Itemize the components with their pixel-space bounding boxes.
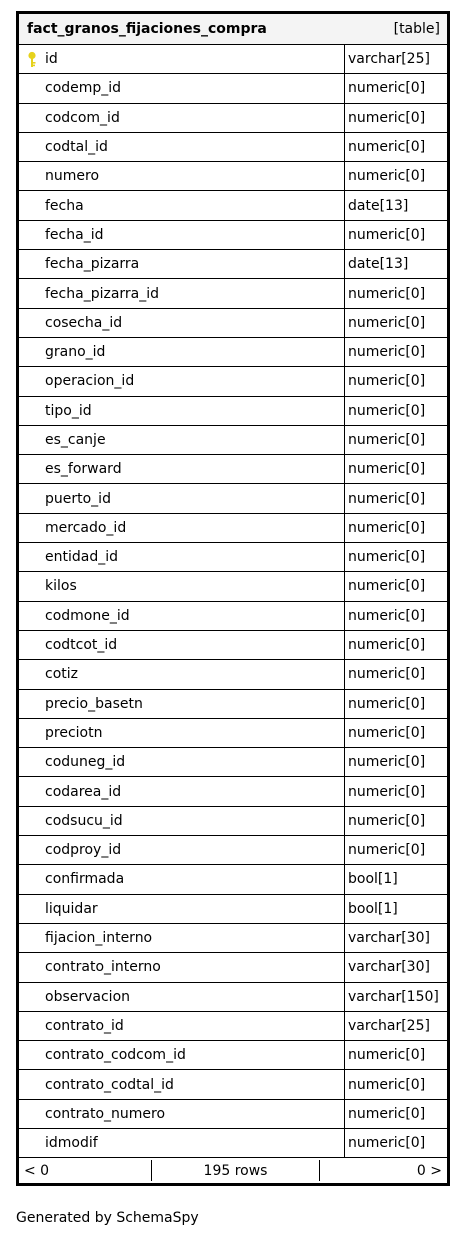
table-row[interactable] [19,953,447,982]
column-type: numeric[0] [348,490,426,507]
generated-by-label: Generated by SchemaSpy [16,1210,199,1226]
column-name-cell [19,748,345,776]
column-type: date[13] [348,197,409,214]
column-type: numeric[0] [348,168,426,185]
column-name: tipo_id [45,402,92,419]
column-name-cell [19,719,345,747]
column-name: entidad_id [45,549,118,566]
column-name: codtcot_id [45,637,118,654]
column-type: numeric[0] [348,724,426,741]
column-name: contrato_codcom_id [45,1047,186,1064]
column-type: numeric[0] [348,812,426,829]
column-name-cell [19,1100,345,1128]
column-name-cell [19,162,345,190]
column-type: varchar[30] [348,959,430,976]
column-name: contrato_codtal_id [45,1076,174,1093]
table-row[interactable] [19,250,447,279]
column-name: es_canje [45,432,106,448]
column-type: varchar[150] [348,988,439,1005]
table-kind: [table] [393,21,440,37]
column-type: numeric[0] [348,783,426,800]
column-name-cell [19,367,345,395]
column-name: precio_basetn [45,695,143,712]
column-name: fecha_pizarra [45,256,140,273]
column-name: id [45,51,58,68]
column-type: numeric[0] [348,666,426,683]
table-row[interactable] [19,74,447,103]
table-row[interactable] [19,279,447,308]
column-name: codsucu_id [45,812,123,829]
column-name-cell [19,836,345,864]
table-row[interactable] [19,660,447,689]
column-type: numeric[0] [348,519,426,536]
column-type: numeric[0] [348,461,426,478]
table-row[interactable] [19,397,447,426]
column-type: numeric[0] [348,402,426,419]
column-type: varchar[30] [348,930,430,947]
column-name-cell [19,455,345,483]
table-row[interactable] [19,572,447,601]
row-count: 195 rows [151,1160,320,1181]
table-row[interactable] [19,719,447,748]
table-row[interactable] [19,1012,447,1041]
column-type: numeric[0] [348,578,426,595]
column-name-cell [19,426,345,454]
column-name-cell [19,74,345,102]
entity-table [16,11,450,1186]
column-name-cell [19,1012,345,1040]
column-type: numeric[0] [348,314,426,331]
table-row[interactable] [19,133,447,162]
column-name-cell [19,631,345,659]
table-row[interactable] [19,162,447,191]
column-name: confirmada [45,871,125,888]
table-row[interactable] [19,309,447,338]
column-name-cell [19,953,345,981]
column-type: numeric[0] [348,285,426,302]
column-type: numeric[0] [348,1047,426,1064]
column-name: operacion_id [45,373,135,390]
column-name-cell [19,572,345,600]
column-name: fecha_id [45,226,104,243]
column-name: es_forward [45,461,122,478]
column-name-cell [19,543,345,571]
table-row[interactable] [19,45,447,74]
column-name-cell [19,221,345,249]
table-row[interactable] [19,631,447,660]
column-type: date[13] [348,256,409,273]
primary-key-icon [27,51,37,68]
column-type: varchar[25] [348,1017,430,1034]
column-name: preciotn [45,724,103,741]
column-type: numeric[0] [348,344,426,361]
column-name: puerto_id [45,490,111,507]
table-row[interactable] [19,895,447,924]
table-row[interactable] [19,367,447,396]
column-type: numeric[0] [348,637,426,654]
column-name: codarea_id [45,783,122,800]
table-row[interactable] [19,777,447,806]
table-row[interactable] [19,983,447,1012]
column-name-cell [19,45,345,73]
column-type: numeric[0] [348,1076,426,1093]
table-row[interactable] [19,338,447,367]
column-name: codtal_id [45,139,108,156]
column-name: numero [45,168,100,185]
table-header[interactable] [19,14,447,45]
table-row[interactable] [19,865,447,894]
column-name-cell [19,104,345,132]
column-type: numeric[0] [348,842,426,859]
column-name: cosecha_id [45,314,123,331]
column-name-cell [19,514,345,542]
column-name: contrato_numero [45,1105,166,1122]
column-name-cell [19,660,345,688]
column-name: codproy_id [45,842,122,859]
column-list [19,45,447,1158]
table-row[interactable] [19,836,447,865]
table-row[interactable] [19,543,447,572]
column-type: numeric[0] [348,80,426,97]
column-type: numeric[0] [348,754,426,771]
column-name: fecha_pizarra_id [45,285,160,302]
column-name: contrato_id [45,1017,124,1034]
column-type: numeric[0] [348,695,426,712]
column-name-cell [19,807,345,835]
column-type: numeric[0] [348,226,426,243]
table-row[interactable] [19,221,447,250]
column-name: codemp_id [45,80,122,97]
column-name: liquidar [45,900,98,917]
table-footer [19,1158,447,1183]
column-name-cell [19,602,345,630]
table-row[interactable] [19,514,447,543]
column-name: grano_id [45,344,106,361]
table-row[interactable] [19,484,447,513]
column-name: observacion [45,988,131,1005]
column-name-cell [19,309,345,337]
column-name-cell [19,777,345,805]
column-name: cotiz [45,666,78,683]
column-name-cell [19,484,345,512]
table-row[interactable] [19,104,447,133]
table-row[interactable] [19,455,447,484]
column-name: fecha [45,197,84,214]
table-row[interactable] [19,1100,447,1129]
table-row[interactable] [19,690,447,719]
column-name-cell [19,191,345,219]
column-name: idmodif [45,1135,98,1152]
table-row[interactable] [19,748,447,777]
column-name-cell [19,338,345,366]
table-row[interactable] [19,191,447,220]
column-type: numeric[0] [348,432,426,448]
column-type: numeric[0] [348,549,426,566]
column-name-cell [19,924,345,952]
column-name-cell [19,895,345,923]
column-type: bool[1] [348,900,398,917]
column-name: codcom_id [45,109,120,126]
column-name-cell [19,279,345,307]
column-name-cell [19,865,345,893]
column-name-cell [19,250,345,278]
column-type: bool[1] [348,871,398,888]
column-type: numeric[0] [348,1135,426,1152]
column-type: numeric[0] [348,109,426,126]
column-type: varchar[25] [348,51,430,68]
column-name: fijacion_interno [45,930,153,947]
column-name: codmone_id [45,607,130,624]
column-name: mercado_id [45,519,127,536]
table-row[interactable] [19,602,447,631]
table-row[interactable] [19,426,447,455]
column-name-cell [19,1041,345,1069]
table-row[interactable] [19,1129,447,1158]
column-name-cell [19,1070,345,1098]
column-name-cell [19,397,345,425]
column-name: contrato_interno [45,959,161,976]
column-type: numeric[0] [348,373,426,390]
column-name-cell [19,690,345,718]
column-name-cell [19,983,345,1011]
table-name: fact_granos_fijaciones_compra [27,21,267,37]
table-row[interactable] [19,1070,447,1099]
column-type: numeric[0] [348,1105,426,1122]
table-row[interactable] [19,807,447,836]
column-name-cell [19,133,345,161]
column-type: numeric[0] [348,607,426,624]
column-name-cell [19,1129,345,1157]
column-name: coduneg_id [45,754,126,771]
parents-count: < 0 [24,1162,50,1179]
column-name: kilos [45,578,77,595]
children-count: 0 > [416,1162,442,1179]
table-row[interactable] [19,924,447,953]
column-type: numeric[0] [348,139,426,156]
table-row[interactable] [19,1041,447,1070]
